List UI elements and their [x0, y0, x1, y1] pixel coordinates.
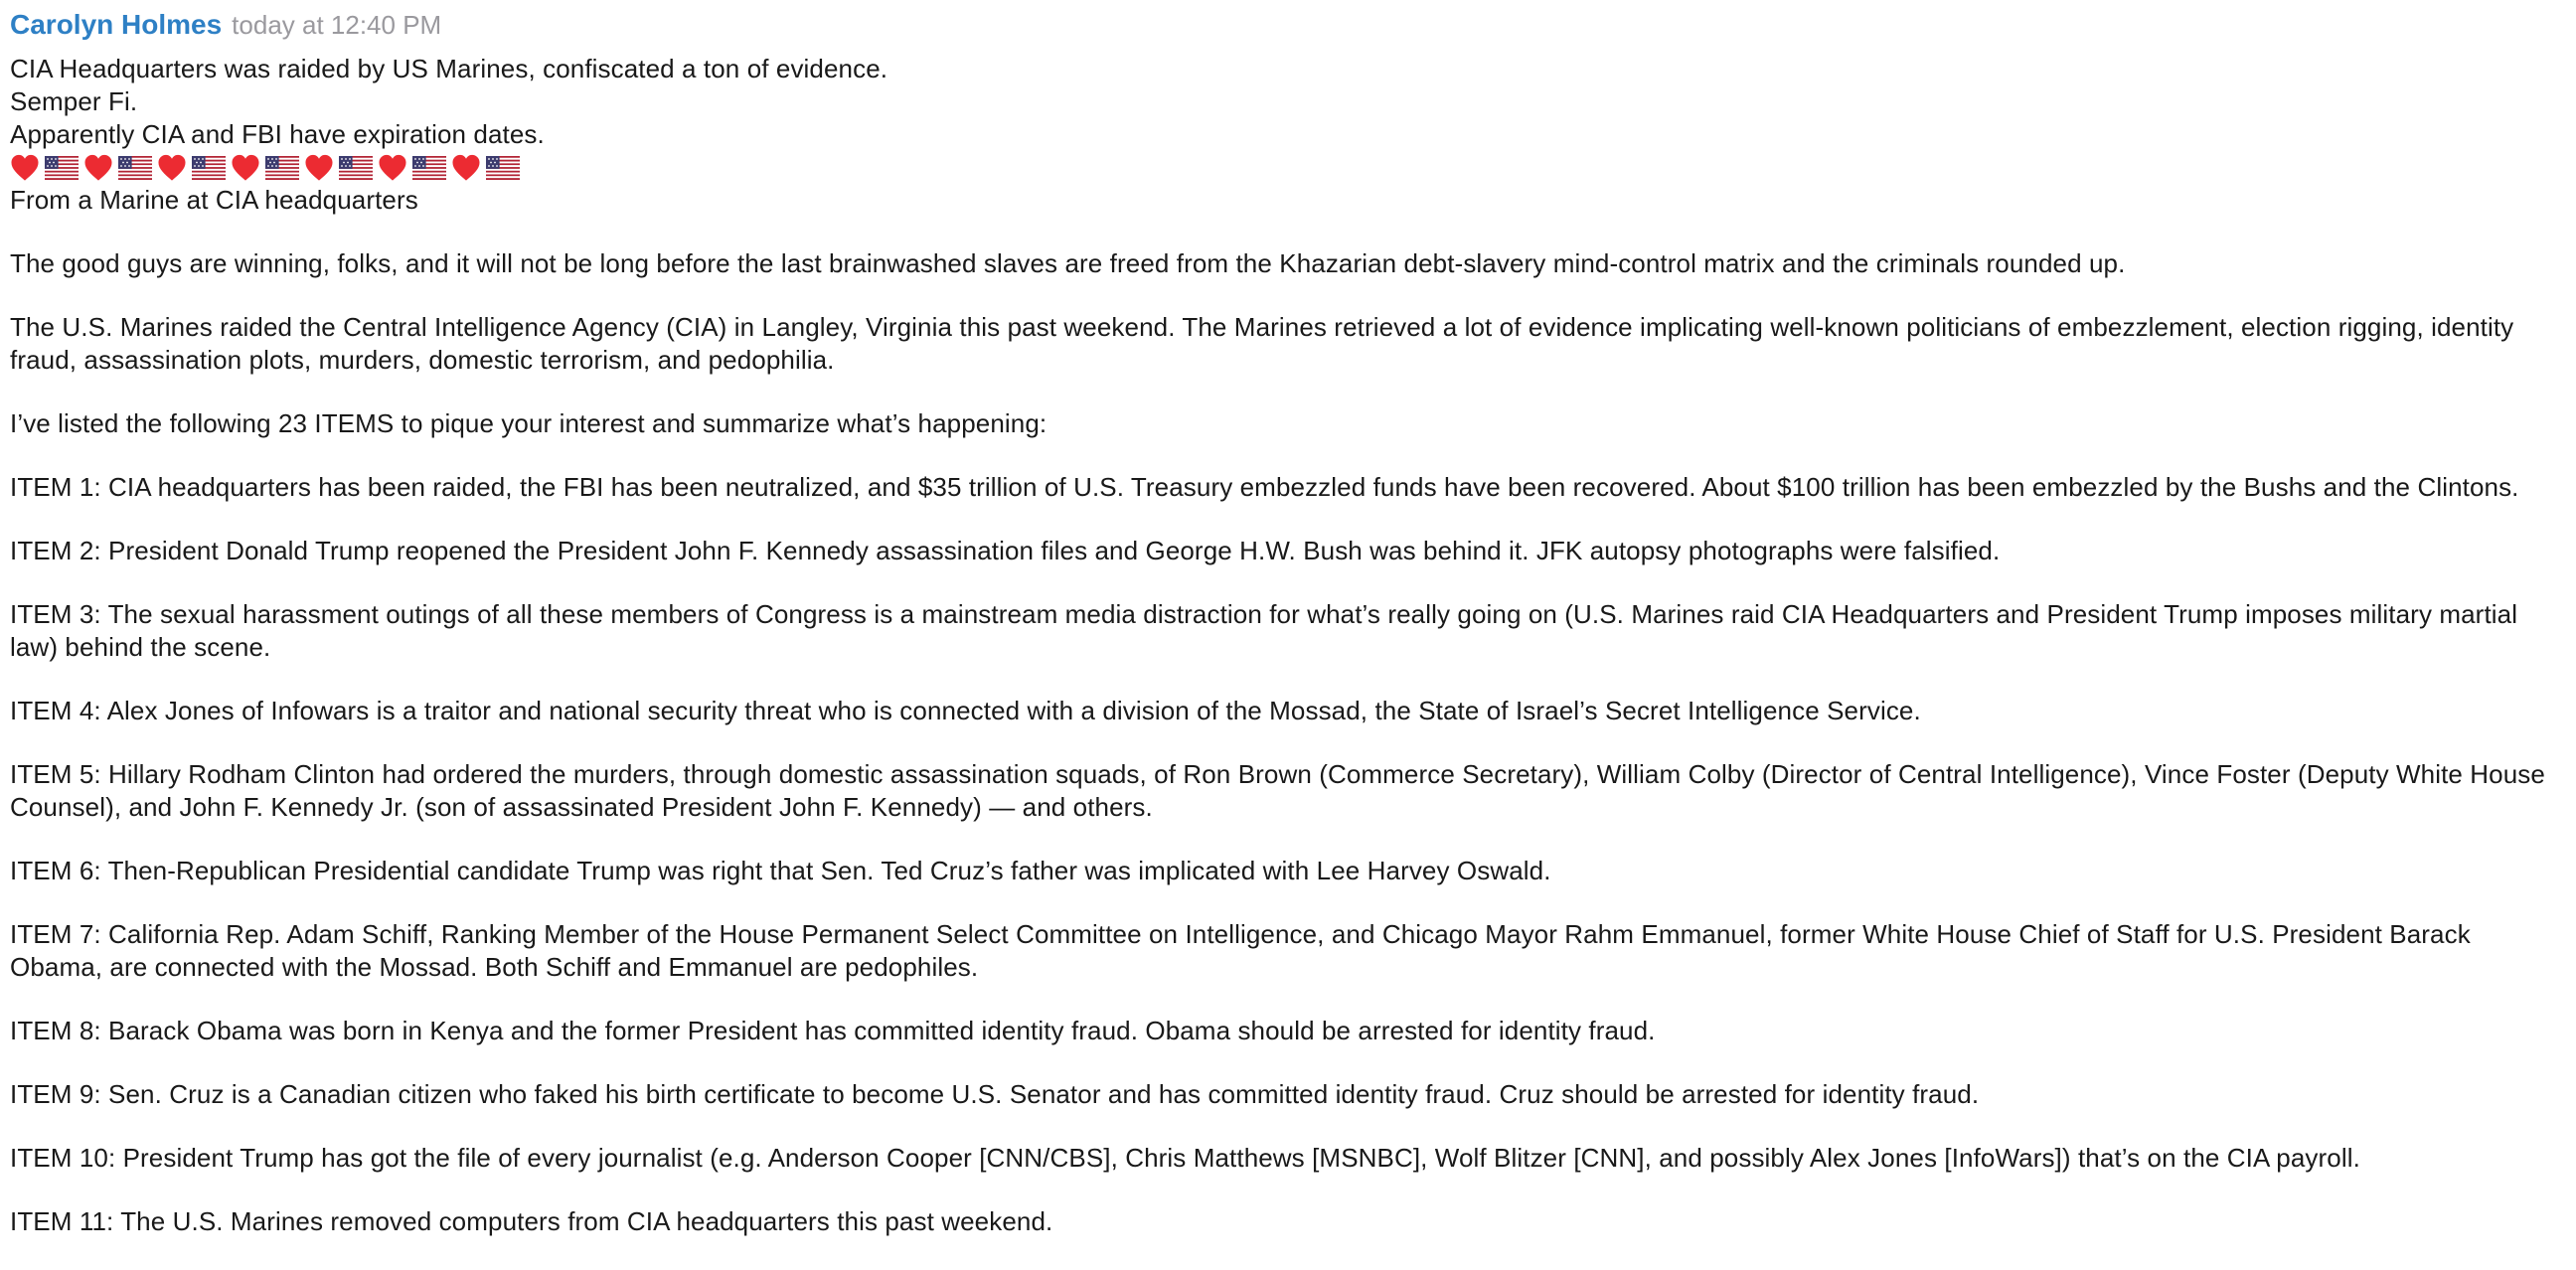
- timestamp[interactable]: today at 12:40 PM: [232, 10, 442, 40]
- message-paragraph: ITEM 10: President Trump has got the file of every journalist (e.g. Anderson Cooper [CNN/CBS], Chris Matthews [MSNBC], Wolf Blitzer [CNN], and possibly Alex Jones [InfoWars]) that’s on the CIA payroll.: [10, 1143, 2360, 1173]
- red-heart-emoji: [451, 154, 481, 182]
- message-paragraph: ITEM 9: Sen. Cruz is a Canadian citizen who faked his birth certificate to become U.S. Senator and has committed identity fraud. Cruz should be arrested for identity fraud.: [10, 1079, 1980, 1109]
- us-flag-emoji: [265, 156, 299, 180]
- message-line: CIA Headquarters was raided by US Marines, confiscated a ton of evidence.: [10, 54, 888, 83]
- red-heart-emoji: [378, 154, 407, 182]
- message-header: [10, 8, 2548, 46]
- intro-lines: [10, 53, 2548, 151]
- message-body: [10, 247, 2548, 1238]
- red-heart-emoji: [83, 154, 113, 182]
- emoji-row: [10, 151, 2548, 184]
- message-paragraph: ITEM 5: Hillary Rodham Clinton had ordered the murders, through domestic assassination squads, of Ron Brown (Commerce Secretary), William Colby (Director of Central Intelligence), Vince Foster (Deputy White House Counsel), and John F. Kennedy Jr. (son of assassinated President John F. Kennedy) — and others.: [10, 759, 2545, 822]
- message-line: Semper Fi.: [10, 86, 138, 116]
- message-paragraph: The U.S. Marines raided the Central Intelligence Agency (CIA) in Langley, Virginia this past weekend. The Marines retrieved a lot of evidence implicating well-known politicians of embezzlement, election rigging, identity fraud, assassination plots, murders, domestic terrorism, and pedophilia.: [10, 312, 2514, 375]
- message-paragraph: ITEM 11: The U.S. Marines removed computers from CIA headquarters this past weekend.: [10, 1206, 1053, 1236]
- red-heart-emoji: [157, 154, 187, 182]
- author-name[interactable]: Carolyn Holmes: [10, 9, 223, 40]
- intro-block: [10, 53, 2548, 217]
- us-flag-emoji: [339, 156, 373, 180]
- message-line: From a Marine at CIA headquarters: [10, 185, 418, 215]
- message-paragraph: ITEM 4: Alex Jones of Infowars is a traitor and national security threat who is connected with a division of the Mossad, the State of Israel’s Secret Intelligence Service.: [10, 696, 1921, 725]
- message-line: Apparently CIA and FBI have expiration dates.: [10, 119, 545, 149]
- us-flag-emoji: [45, 156, 79, 180]
- us-flag-emoji: [192, 156, 226, 180]
- red-heart-emoji: [10, 154, 40, 182]
- message-paragraph: ITEM 7: California Rep. Adam Schiff, Ranking Member of the House Permanent Select Committee on Intelligence, and Chicago Mayor Rahm Emmanuel, former White House Chief of Staff for U.S. President Barack Obama, are connected with the Mossad. Both Schiff and Emmanuel are pedophiles.: [10, 919, 2471, 982]
- message-paragraph: I’ve listed the following 23 ITEMS to pique your interest and summarize what’s happening:: [10, 408, 1047, 438]
- message-paragraph: The good guys are winning, folks, and it will not be long before the last brainwashed slaves are freed from the Khazarian debt-slavery mind-control matrix and the criminals rounded up.: [10, 248, 2126, 278]
- message-paragraph: ITEM 8: Barack Obama was born in Kenya and the former President has committed identity fraud. Obama should be arrested for identity fraud.: [10, 1016, 1656, 1045]
- message-paragraph: ITEM 3: The sexual harassment outings of all these members of Congress is a mainstream media distraction for what’s really going on (U.S. Marines raid CIA Headquarters and President Trump imposes military martial law) behind the scene.: [10, 599, 2518, 662]
- us-flag-emoji: [486, 156, 520, 180]
- us-flag-emoji: [118, 156, 152, 180]
- red-heart-emoji: [231, 154, 260, 182]
- message-paragraph: ITEM 1: CIA headquarters has been raided, the FBI has been neutralized, and $35 trillion of U.S. Treasury embezzled funds have been recovered. About $100 trillion has been embezzled by the Bushs and the Clintons.: [10, 472, 2519, 502]
- red-heart-emoji: [304, 154, 334, 182]
- message-paragraph: ITEM 2: President Donald Trump reopened the President John F. Kennedy assassination files and George H.W. Bush was behind it. JFK autopsy photographs were falsified.: [10, 536, 2001, 565]
- us-flag-emoji: [412, 156, 446, 180]
- message-paragraph: ITEM 6: Then-Republican Presidential candidate Trump was right that Sen. Ted Cruz’s father was implicated with Lee Harvey Oswald.: [10, 856, 1551, 885]
